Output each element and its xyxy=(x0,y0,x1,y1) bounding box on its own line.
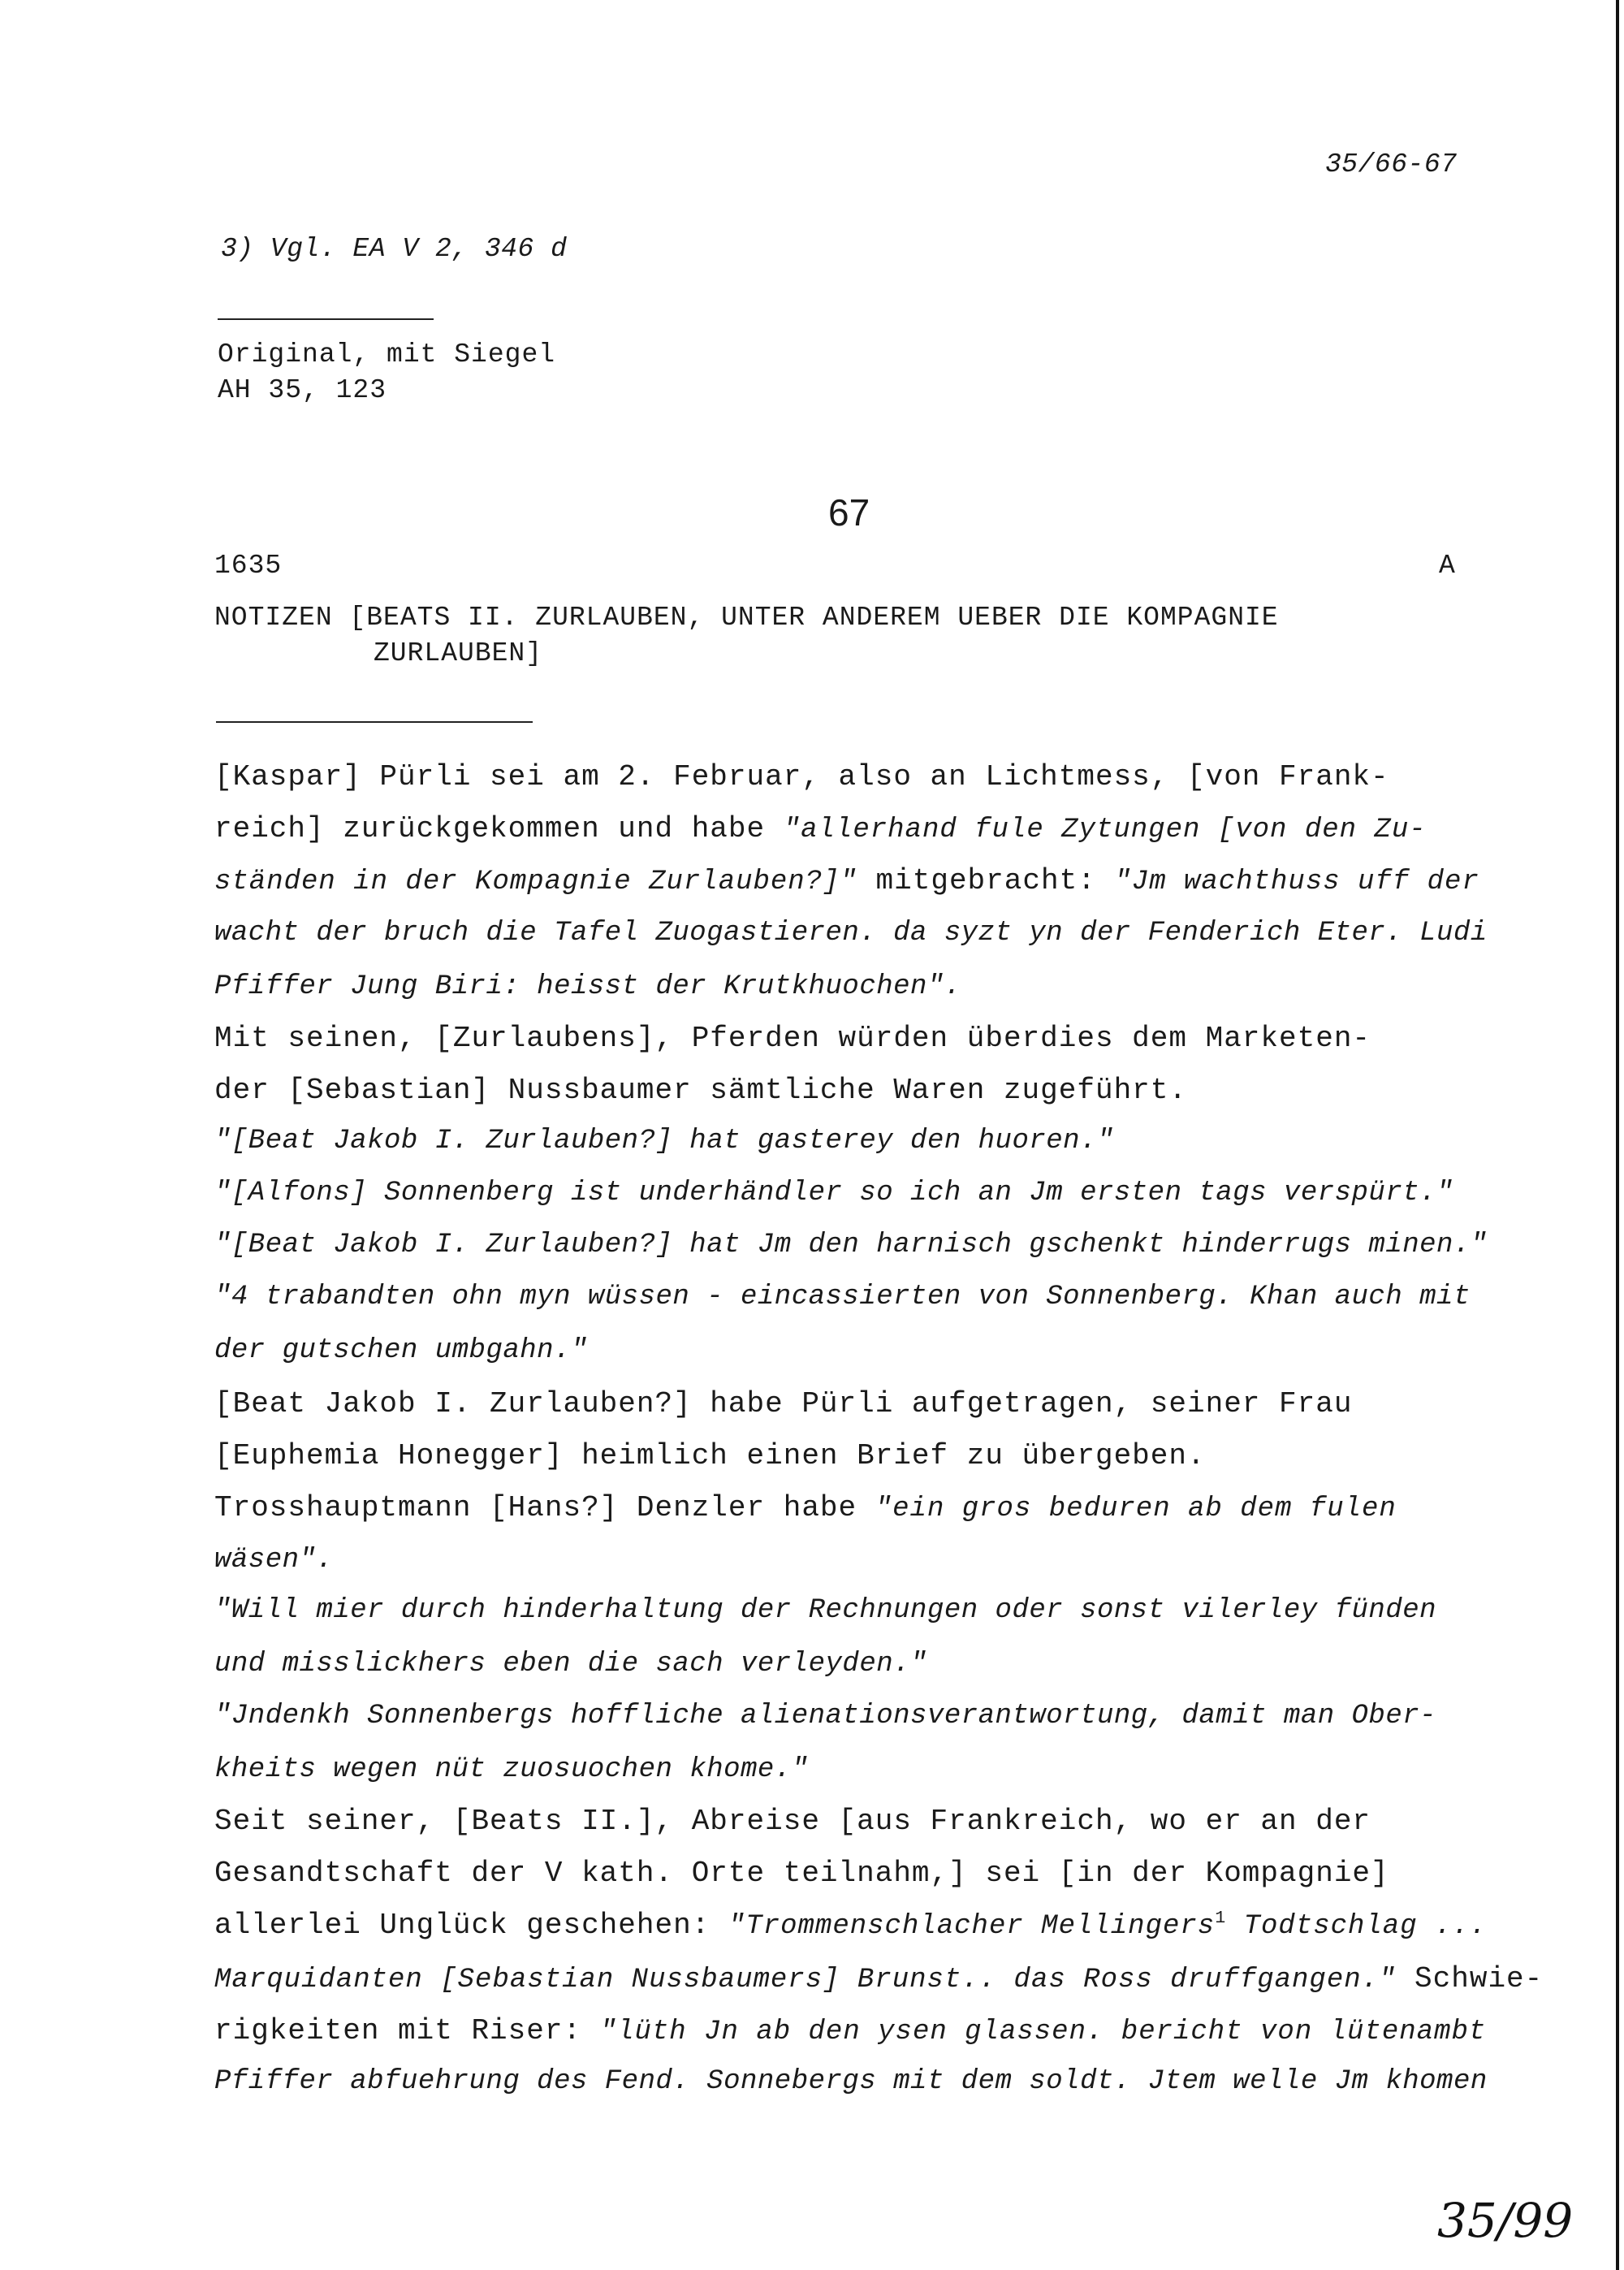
text-span: allerlei Unglück geschehen: xyxy=(214,1909,728,1942)
body-line: kheits wegen nüt zuosuochen khome." xyxy=(214,1754,809,1785)
source-note: Original, mit Siegel xyxy=(218,339,556,370)
body-line: Seit seiner, [Beats II.], Abreise [aus Frankreich, wo er an der xyxy=(214,1805,1371,1838)
body-line: der gutschen umbgahn." xyxy=(214,1335,588,1366)
body-line: wacht der bruch die Tafel Zuogastieren. da syzt yn der Fenderich Eter. Ludi xyxy=(214,918,1488,949)
body-line: der [Sebastian] Nussbaumer sämtliche Waren zugeführt. xyxy=(214,1074,1187,1107)
body-line: [Beat Jakob I. Zurlauben?] habe Pürli aufgetragen, seiner Frau xyxy=(214,1387,1353,1420)
page-edge xyxy=(1616,0,1619,2270)
body-line xyxy=(214,2014,1486,2047)
document-number: 67 xyxy=(828,491,870,534)
document-type: A xyxy=(1439,551,1456,581)
text-span: Schwie- xyxy=(1396,1962,1544,1995)
body-line: wäsen". xyxy=(214,1545,334,1576)
body-line: "4 trabandten ohn myn wüssen - eincassierten von Sonnenberg. Khan auch mit xyxy=(214,1282,1471,1312)
footnote: 3) Vgl. EA V 2, 346 d xyxy=(221,234,568,264)
body-line xyxy=(214,1491,1397,1524)
text-span: rigkeiten mit Riser: xyxy=(214,2014,600,2047)
body-line: "[Beat Jakob I. Zurlauben?] hat gasterey den huoren." xyxy=(214,1126,1114,1157)
document-title: NOTIZEN [BEATS II. ZURLAUBEN, UNTER ANDEREM UEBER DIE KOMPAGNIE xyxy=(214,603,1279,633)
body-line: "[Alfons] Sonnenberg ist underhändler so ich an Jm ersten tags verspürt." xyxy=(214,1178,1453,1209)
body-line: "Jndenkh Sonnenbergs hoffliche alienationsverantwortung, damit man Ober- xyxy=(214,1701,1437,1732)
body-line: [Kaspar] Pürli sei am 2. Februar, also an Lichtmess, [von Frank- xyxy=(214,760,1389,793)
body-line: Pfiffer abfuehrung des Fend. Sonnebergs mit dem soldt. Jtem welle Jm khomen xyxy=(214,2066,1488,2097)
quote-span: "lüth Jn ab den ysen glassen. bericht von lütenambt xyxy=(599,2017,1487,2047)
body-line: und misslickhers eben die sach verleyden." xyxy=(214,1649,927,1680)
quote-span: Marquidanten [Sebastian Nussbaumers] Brunst.. das Ross druffgangen." xyxy=(214,1965,1397,1995)
footnote-marker: 1 xyxy=(1215,1909,1227,1928)
quote-span: "Trommenschlacher Mellingers xyxy=(728,1911,1216,1942)
document-title-cont: ZURLAUBEN] xyxy=(374,638,543,668)
divider-top xyxy=(218,318,434,320)
document-year: 1635 xyxy=(214,551,283,581)
source-shelfmark: AH 35, 123 xyxy=(218,375,387,405)
body-line xyxy=(214,812,1427,845)
quote-span: "allerhand fule Zytungen [von den Zu- xyxy=(783,815,1427,845)
body-line xyxy=(214,1962,1543,1995)
text-span: Trosshauptmann [Hans?] Denzler habe xyxy=(214,1491,875,1524)
body-line: Mit seinen, [Zurlaubens], Pferden würden überdies dem Marketen- xyxy=(214,1022,1371,1055)
body-line: "Will mier durch hinderhaltung der Rechnungen oder sonst vilerley fünden xyxy=(214,1595,1437,1626)
divider-title xyxy=(216,721,533,723)
quote-span: ständen in der Kompagnie Zurlauben?]" xyxy=(214,867,857,897)
body-line: Pfiffer Jung Biri: heisst der Krutkhuochen". xyxy=(214,971,961,1002)
body-line: "[Beat Jakob I. Zurlauben?] hat Jm den harnisch gschenkt hinderrugs minen." xyxy=(214,1230,1488,1260)
handwritten-folio: 35/99 xyxy=(1437,2193,1574,2248)
quote-span: "ein gros beduren ab dem fulen xyxy=(875,1494,1397,1524)
text-span: reich] zurückgekommen und habe xyxy=(214,812,784,845)
quote-span: Todtschlag ... xyxy=(1226,1911,1488,1942)
body-line: [Euphemia Honegger] heimlich einen Brief zu übergeben. xyxy=(214,1439,1206,1472)
body-line xyxy=(214,1909,1487,1942)
archive-reference: 35/66-67 xyxy=(1325,149,1458,179)
body-line xyxy=(214,864,1479,897)
quote-span: "Jm wachthuss uff der xyxy=(1114,867,1479,897)
body-line: Gesandtschaft der V kath. Orte teilnahm,] sei [in der Kompagnie] xyxy=(214,1857,1389,1890)
text-span: mitgebracht: xyxy=(857,864,1115,897)
